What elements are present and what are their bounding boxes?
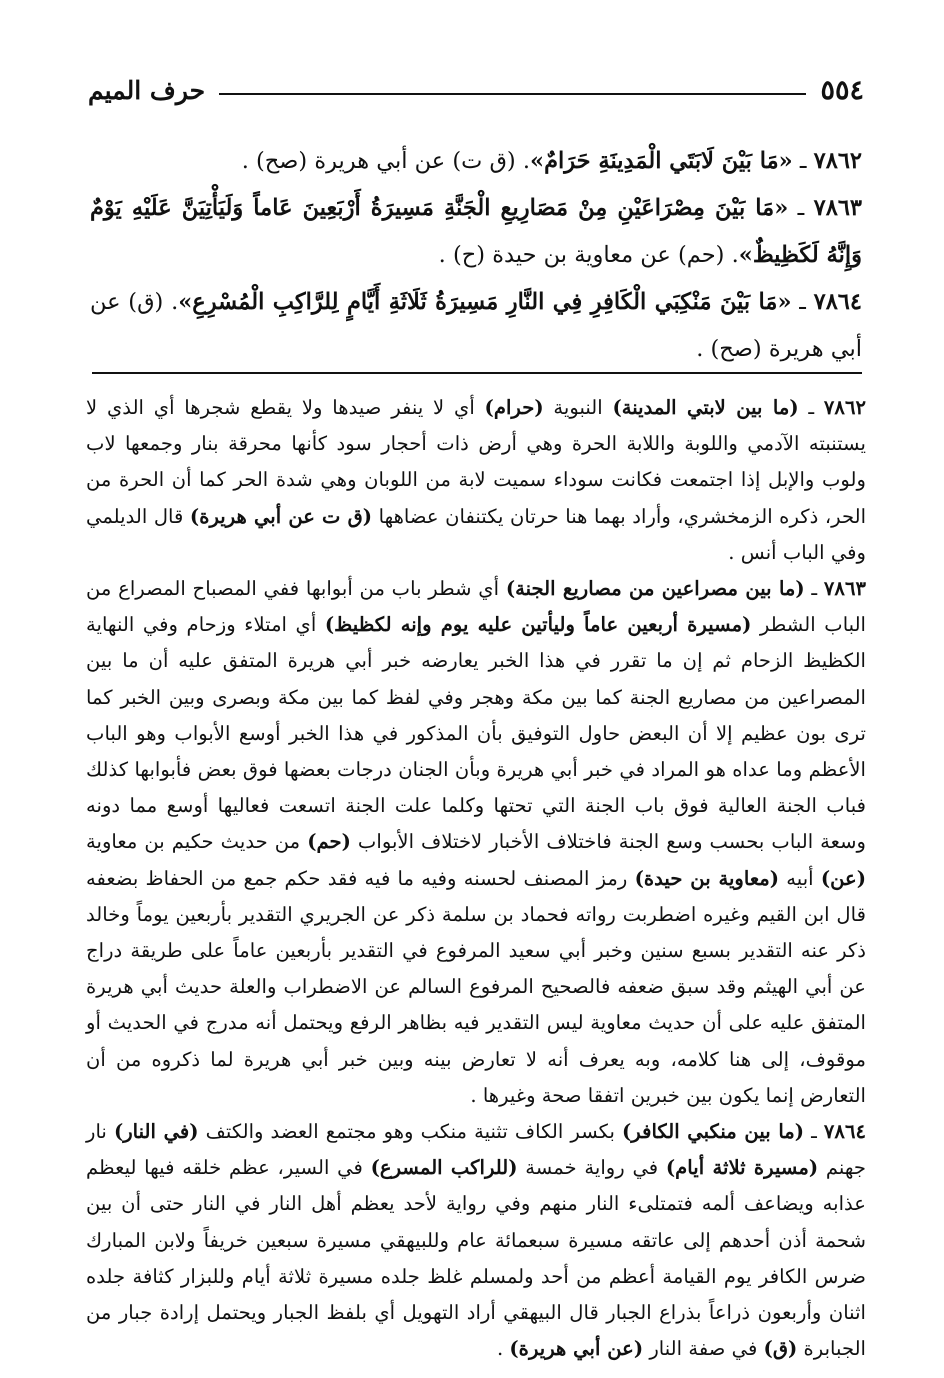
commentary-text: في السير، عظم خلقه فيها ليعظم عذابه ويضاعف ألمه فتمتلىء النار منهم وفي رواية لأحد يعظم أهل النار في النار حتى أن بين شحمة أذن أحدهم إلى عاتقه مسيرة سبعمائة عام وللبيهقي مسيرة سبعين خريفاً ولابن المبارك ضرس الكافر يوم القيامة أعظم من أحد ولمسلم غلظ جلده مسيرة ثلاثة أيام وللبزار كثافة جلده اثنان وأربعون ذراعاً بذراع الجبار قال البيهقي أراد التهويل أي بلفظ الجبار ويحتمل إرادة جبار من الجبابرة bbox=[86, 1156, 866, 1361]
commentary-text: رمز المصنف لحسنه وفيه ما فيه فقد حكم جمع من الحفاظ بضعفه قال ابن القيم وغيره اضطربت رواته فحماد بن سلمة ذكر عن الجريري التقدير بأربعين يوماً وخالد ذكر عنه التقدير بسبع سنين وخبر أبي سعيد المرفوع في التقدير بأربعين عاماً على طريقة دراج عن أبي الهيثم وقد سبق ضعفه فالصحيح المرفوع السالم عن الاضطراب والعلة حديث أبي هريرة المتفق عليه على أن حديث معاوية ليس التقدير فيه بظاهر الرفع ويحتمل أنه مدرج في الحديث أو موقوف، إلى هنا كلامه، وبه يعرف أنه لا تعارض بينه وبين خبر أبي هريرة لما ذكروه من أن التعارض إنما يكون بين خبرين اتفقا صحة وغيرها . bbox=[86, 866, 866, 1107]
commentary-lemma: (ما بين لابتي المدينة) bbox=[612, 396, 799, 419]
hadith-number: ٧٨٦٣ bbox=[813, 195, 862, 221]
commentary-text: النبوية bbox=[543, 396, 613, 419]
commentary-text: أبيه bbox=[779, 866, 821, 890]
commentary-lemma: (ما بين مصراعين من مصاريع الجنة) bbox=[505, 577, 805, 601]
commentary-number: ٧٨٦٣ bbox=[823, 577, 866, 601]
commentary-text: في رواية خمسة bbox=[517, 1156, 666, 1180]
commentary-lemma: (ق) bbox=[763, 1337, 798, 1361]
page-header bbox=[88, 70, 864, 110]
commentary-number: ٧٨٦٢ bbox=[823, 396, 866, 419]
hadith-source: . (ق) عن أبي هريرة (صح) . bbox=[90, 289, 862, 362]
commentary-lemma: (ما بين منكبي الكافر) bbox=[622, 1120, 805, 1144]
commentary-lemma: (معاوية بن حيدة) bbox=[634, 866, 780, 890]
commentary-paragraph: ٧٨٦٣ ـ (ما بين مصراعين من مصاريع الجنة) أي شطر باب من أبوابها ففي المصباح المصراع من الباب الشطر (مسيرة أربعين عاماً وليأتين عليه يوم وإنه لكظيظ) أي امتلاء وزحام وفي النهاية الكظيظ الزحام ثم إن ما تقرر في هذا الخبر يعارضه خبر أبي هريرة المتفق عليه أن ما بين المصراعين من مصاريع الجنة كما بين مكة وهجر وفي لفظ كما بين مكة وبصرى وبين الخبر كما ترى بون عظيم إلا أن البعض حاول التوفيق بأن المذكور في هذا الخبر أوسع الأبواب وهو الباب الأعظم وما عداه هو المراد في خبر أبي هريرة وبأن الجنان درجات بعضها فوق بعض فأبوابها كذلك فباب الجنة العالية فوق باب الجنة التي تحتها وكلما علت الجنة اتسعت فعاليها أوسع مما دونه وسعة الباب بحسب وسع الجنة فاختلاف الأخبار لاختلاف الأبواب (حم) من حديث حكيم بن معاوية (عن) أبيه (معاوية بن حيدة) رمز المصنف لحسنه وفيه ما فيه فقد حكم جمع من الحفاظ بضعفه قال ابن القيم وغيره اضطربت رواته فحماد بن سلمة ذكر عن الجريري التقدير بأربعين يوماً وخالد ذكر عنه التقدير بسبع سنين وخبر أبي سعيد المرفوع في التقدير بأربعين عاماً على طريقة دراج عن أبي الهيثم وقد سبق ضعفه فالصحيح المرفوع السالم عن الاضطراب والعلة حديث أبي هريرة المتفق عليه على أن حديث معاوية ليس التقدير فيه بظاهر الرفع ويحتمل أنه مدرج في الحديث أو موقوف، إلى هنا كلامه، وبه يعرف أنه لا تعارض بينه وبين خبر أبي هريرة لما ذكروه من أن التعارض إنما يكون بين خبرين اتفقا صحة وغيرها . bbox=[86, 577, 867, 1107]
commentary-lemma: (ق ت عن أبي هريرة) bbox=[189, 504, 373, 528]
commentary-lemma: (عن) bbox=[820, 866, 866, 890]
commentary-text: قال الديلمي وفي الباب أنس . bbox=[86, 504, 866, 564]
hadith-number: ٧٨٦٤ bbox=[813, 289, 862, 315]
commentary-lemma: (للراكب المسرع) bbox=[370, 1156, 518, 1180]
commentary-paragraph: ٧٨٦٤ ـ (ما بين منكبي الكافر) بكسر الكاف تثنية منكب وهو مجتمع العضد والكتف (في النار) نار جهنم (مسيرة ثلاثة أيام) في رواية خمسة (للراكب المسرع) في السير، عظم خلقه فيها ليعظم عذابه ويضاعف ألمه فتمتلىء النار منهم وفي رواية لأحد يعظم أهل النار في النار حتى أن بين شحمة أذن أحدهم إلى عاتقه مسيرة سبعمائة عام وللبيهقي مسيرة سبعين خريفاً ولابن المبارك ضرس الكافر يوم القيامة أعظم من أحد ولمسلم غلظ جلده مسيرة ثلاثة أيام وللبزار كثافة جلده اثنان وأربعون ذراعاً بذراع الجبار قال البيهقي أراد التهويل أي بلفظ الجبار ويحتمل إرادة جبار من الجبابرة (ق) في صفة النار (عن أبي هريرة) . bbox=[86, 1120, 867, 1361]
commentary-lemma: (حم) bbox=[307, 830, 351, 854]
commentary-number: ٧٨٦٤ bbox=[823, 1120, 867, 1144]
hadith-text: «مَا بَيْنَ مِصْرَاعَيْنِ مِنْ مَصَارِيعِ الْجَنَّةِ مَسِيرَةُ أَرْبَعِينَ عَاماً وَلَيَأْتِيَنَّ عَلَيْهِ يَوْمٌ وَإِنَّهُ لَكَظِيظٌ» bbox=[90, 195, 862, 268]
hadith-source: . (ق ت) عن أبي هريرة (صح) . bbox=[241, 148, 531, 174]
footnote-divider bbox=[92, 372, 862, 374]
hadith-texts bbox=[90, 138, 862, 373]
commentary-text: بكسر الكاف تثنية منكب وهو مجتمع العضد والكتف bbox=[198, 1120, 622, 1144]
hadith-entry: ٧٨٦٣ ـ «مَا بَيْنَ مِصْرَاعَيْنِ مِنْ مَصَارِيعِ الْجَنَّةِ مَسِيرَةُ أَرْبَعِينَ عَاماً وَلَيَأْتِيَنَّ عَلَيْهِ يَوْمٌ وَإِنَّهُ لَكَظِيظٌ». (حم) عن معاوية بن حيدة (ح) . bbox=[90, 195, 862, 268]
hadith-text: «مَا بَيْنَ لَابَتَي الْمَدِينَةِ حَرَامٌ» bbox=[530, 148, 793, 174]
commentary-lemma: (حرام) bbox=[484, 396, 544, 419]
commentary-text: في صفة النار bbox=[643, 1337, 764, 1361]
header-rule bbox=[219, 93, 806, 95]
chapter-title: حرف الميم bbox=[88, 75, 206, 105]
hadith-text: «مَا بَيْنَ مَنْكِبَي الْكَافِرِ فِي النَّارِ مَسِيرَةُ ثَلَاثَةِ أَيَّامٍ لِلرَّاكِبِ الْمُسْرِعِ» bbox=[178, 289, 792, 315]
commentary-lemma: (مسيرة ثلاثة أيام) bbox=[665, 1156, 819, 1180]
hadith-number: ٧٨٦٢ bbox=[813, 148, 862, 174]
hadith-entry: ٧٨٦٢ ـ «مَا بَيْنَ لَابَتَي الْمَدِينَةِ حَرَامٌ». (ق ت) عن أبي هريرة (صح) . bbox=[241, 148, 862, 174]
hadith-source: . (حم) عن معاوية بن حيدة (ح) . bbox=[438, 242, 739, 268]
commentary-text: أي امتلاء وزحام وفي النهاية الكظيظ الزحام ثم إن ما تقرر في هذا الخبر يعارضه خبر أبي هريرة المتفق عليه أن ما بين المصراعين من مصاريع الجنة كما بين مكة وهجر وفي لفظ كما بين مكة وبصرى وبين الخبر كما ترى بون عظيم إلا أن البعض حاول التوفيق بأن المذكور في هذا الخبر أوسع الأبواب وهو الباب الأعظم وما عداه هو المراد في خبر أبي هريرة وبأن الجنان درجات بعضها فوق بعض فأبوابها كذلك فباب الجنة العالية فوق باب الجنة التي تحتها وكلما علت الجنة اتسعت فعاليها أوسع مما دونه وسعة الباب بحسب وسع الجنة فاختلاف الأخبار لاختلاف الأبواب bbox=[86, 613, 867, 854]
commentary-text: أي شطر باب من أبوابها ففي المصباح المصراع من الباب الشطر bbox=[86, 577, 866, 637]
commentary-section bbox=[86, 390, 866, 1367]
commentary-lemma: (في النار) bbox=[113, 1120, 199, 1144]
commentary-text: . bbox=[496, 1337, 510, 1361]
commentary-text: نار جهنم bbox=[86, 1120, 866, 1180]
hadith-entry: ٧٨٦٤ ـ «مَا بَيْنَ مَنْكِبَي الْكَافِرِ فِي النَّارِ مَسِيرَةُ ثَلَاثَةِ أَيَّامٍ لِلرَّاكِبِ الْمُسْرِعِ». (ق) عن أبي هريرة (صح) . bbox=[90, 289, 862, 362]
commentary-lemma: (مسيرة أربعين عاماً وليأتين عليه يوم وإنه لكظيظ) bbox=[324, 613, 752, 637]
page-number: ٥٥٤ bbox=[820, 74, 864, 106]
commentary-text: أي لا ينفر صيدها ولا يقطع شجرها أي الذي لا يستنبته الآدمي واللوبة واللابة الحرة وهي أرض ذات أحجار سود كأنها محرقة بنار وجمعها لاب ولوب والإبل إذا اجتمعت فكانت سوداء سميت لابة من اللوبان وهي شدة الحر كما أن الحرة من الحر، ذكره الزمخشري، وأراد بهما هنا حرتان يكتنفان عضاهها bbox=[86, 396, 867, 528]
commentary-paragraph: ٧٨٦٢ ـ (ما بين لابتي المدينة) النبوية (حرام) أي لا ينفر صيدها ولا يقطع شجرها أي الذي لا يستنبته الآدمي واللوبة واللابة الحرة وهي أرض ذات أحجار سود كأنها محرقة بنار وجمعها لاب ولوب والإبل إذا اجتمعت فكانت سوداء سميت لابة من اللوبان وهي شدة الحر كما أن الحرة من الحر، ذكره الزمخشري، وأراد بهما هنا حرتان يكتنفان عضاهها (ق ت عن أبي هريرة) قال الديلمي وفي الباب أنس . bbox=[86, 396, 867, 564]
commentary-lemma: (عن أبي هريرة) bbox=[509, 1337, 644, 1361]
commentary-text: من حديث حكيم بن معاوية bbox=[86, 830, 308, 854]
